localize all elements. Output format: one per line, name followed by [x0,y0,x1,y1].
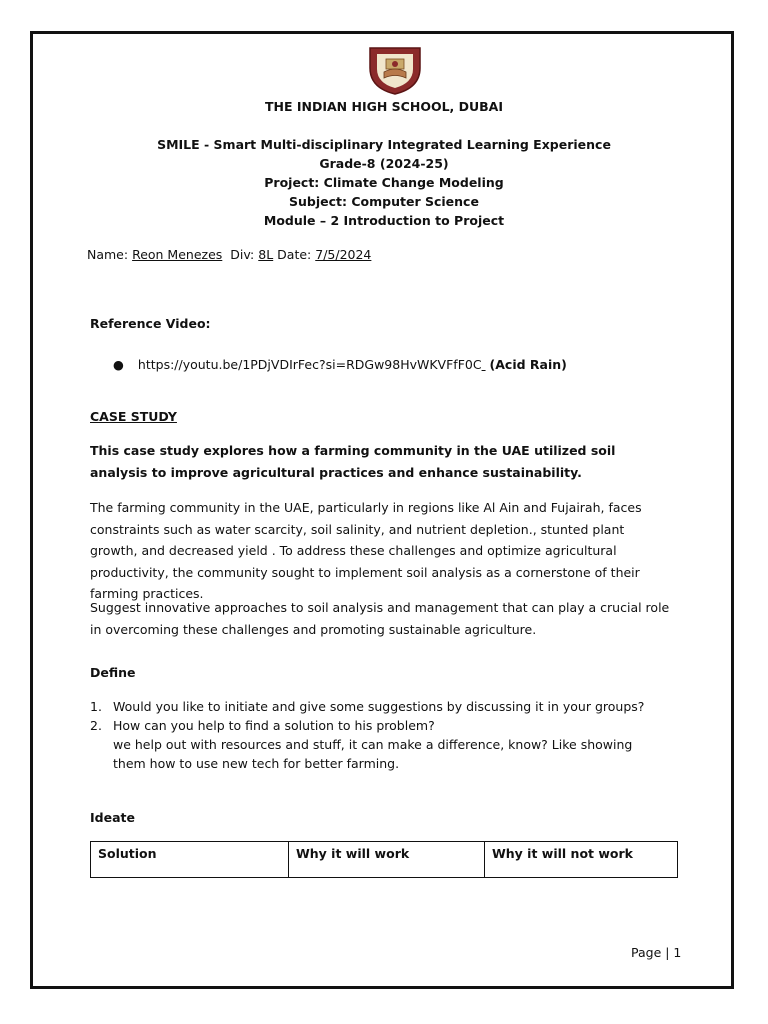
define-answer: we help out with resources and stuff, it can make a difference, know? Like showing them how to use new tech for better farming. [113,737,633,771]
name-label: Name: [87,247,129,262]
module-line: Module – 2 Introduction to Project [263,213,505,228]
date-value: 7/5/2024 [315,247,372,262]
table-header-why-not-work: Why it will not work [492,846,633,861]
reference-bullet [113,357,567,372]
define-item-text: Would you like to initiate and give some suggestions by discussing it in your groups? [113,699,645,714]
school-name: THE INDIAN HIGH SCHOOL, DUBAI [264,99,504,114]
date-label: Date: [277,247,312,262]
page-number: Page | 1 [631,945,682,960]
case-study-heading: CASE STUDY [90,409,177,424]
define-item-1 [90,699,645,714]
table-header-why-work: Why it will work [289,842,485,877]
subject-line: Subject: Computer Science [289,194,479,209]
define-heading: Define [90,665,136,680]
div-label: Div: [230,247,255,262]
school-crest-logo [366,44,424,96]
project-line: Project: Climate Change Modeling [264,175,504,190]
case-study-paragraph-2: Suggest innovative approaches to soil analysis and management that can play a crucial role in overcoming these challenges and promoting sustainable agriculture. [90,600,670,637]
define-item-number: 2. [90,718,102,733]
bullet-icon: ● [113,357,124,372]
define-item-2 [90,718,435,733]
ideate-heading: Ideate [90,810,135,825]
grade-line: Grade-8 (2024-25) [319,156,449,171]
student-info-line [87,247,371,262]
program-title: SMILE - Smart Multi-disciplinary Integrated Learning Experience [157,137,611,152]
reference-link-note: (Acid Rain) [489,357,567,372]
reference-video-link[interactable]: https://youtu.be/1PDjVDIrFec?si=RDGw98HvWKVFfF0C [137,357,482,372]
student-name: Reon Menezes [132,247,223,262]
case-study-intro: This case study explores how a farming community in the UAE utilized soil analysis to improve agricultural practices and enhance sustainability. [90,443,616,480]
ideate-table [90,841,678,878]
reference-heading: Reference Video: [90,316,211,331]
case-study-paragraph-1: The farming community in the UAE, particularly in regions like Al Ain and Fujairah, faces constraints such as water scarcity, soil salinity, and nutrient depletion., stunted plant growth, and decreased yield . To address these challenges and optimize agricultural productivity, the community sought to implement soil analysis as a cornerstone of their farming practices. [90,500,642,601]
table-header-solution: Solution [91,842,289,877]
define-item-text: How can you help to find a solution to his problem? [113,718,435,733]
division-value: 8L [258,247,274,262]
define-item-number: 1. [90,699,102,714]
